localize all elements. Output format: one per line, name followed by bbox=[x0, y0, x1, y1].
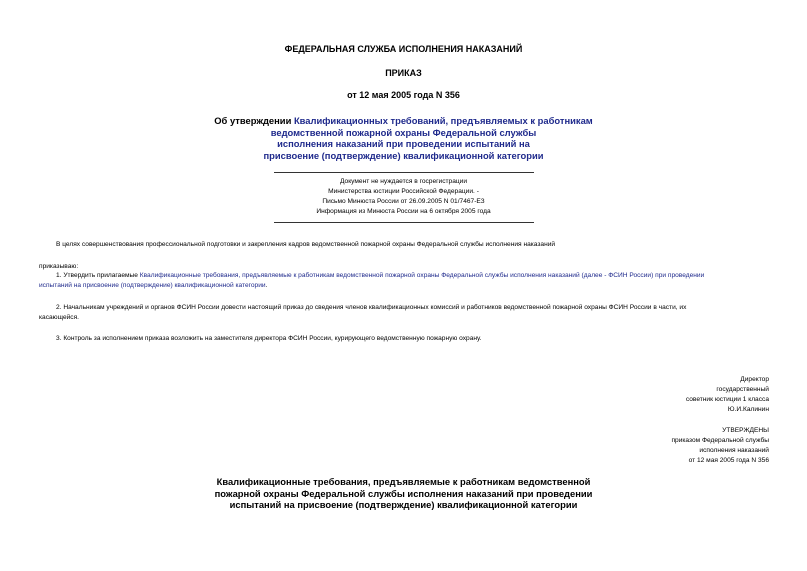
signature-name: Ю.И.Калинин bbox=[727, 406, 769, 413]
approval-line4: от 12 мая 2005 года N 356 bbox=[688, 457, 769, 464]
registration-line2: Министерства юстиции Российской Федерации. - bbox=[328, 188, 479, 195]
subject-link-line2[interactable]: ведомственной пожарной охраны Федеральной службы bbox=[270, 126, 537, 138]
appendix-title-line2: пожарной охраны Федеральной службы исполнения наказаний при проведении bbox=[214, 487, 593, 499]
item1-suffix: . bbox=[265, 281, 268, 289]
appendix-title-line1: Квалификационные требования, предъявляемые к работникам ведомственной bbox=[216, 476, 591, 487]
subject-link-line3[interactable]: исполнения наказаний при проведении испытаний на bbox=[277, 138, 530, 149]
order-word: приказываю: bbox=[39, 263, 79, 270]
document-subject bbox=[0, 115, 807, 127]
divider-bottom bbox=[274, 222, 534, 223]
appendix-title-line3: испытаний на присвоение (подтверждение) квалификационной категории bbox=[229, 499, 578, 511]
approval-line1: УТВЕРЖДЕНЫ bbox=[722, 427, 769, 434]
signature-line3: советник юстиции 1 класса bbox=[685, 396, 769, 403]
item1-link-b[interactable]: испытаний на присвоение (подтверждение) квалификационной категории bbox=[39, 281, 266, 289]
item1-link-a[interactable]: Квалификационные требования, предъявляемые к работникам ведомственной пожарной охраны Федеральной службы исполнения наказаний (далее - ФСИН России) при проведении bbox=[139, 272, 705, 279]
item3-paragraph: 3. Контроль за исполнением приказа возложить на заместителя директора ФСИН России, курирующего ведомственную пожарную охрану. bbox=[56, 335, 482, 342]
item1-line2 bbox=[39, 281, 267, 291]
item1-prefix: 1. Утвердить прилагаемые bbox=[56, 272, 140, 279]
item2-line1: 2. Начальникам учреждений и органов ФСИН России довести настоящий приказ до сведения членов квалификационных комиссий и работников ведомственной пожарной охраны ФСИН России в части, их bbox=[56, 304, 687, 311]
registration-line3: Письмо Минюста России от 26.09.2005 N 01/7467-ЕЗ bbox=[322, 198, 485, 205]
agency-title: ФЕДЕРАЛЬНАЯ СЛУЖБА ИСПОЛНЕНИЯ НАКАЗАНИЙ bbox=[284, 44, 523, 54]
subject-link-line1[interactable]: Квалификационных требований, предъявляемых к работникам bbox=[293, 115, 593, 126]
approval-line2: приказом Федеральной службы bbox=[671, 437, 769, 444]
item1-line1 bbox=[56, 271, 776, 281]
item2-line2: касающейся. bbox=[39, 313, 80, 321]
intro-paragraph: В целях совершенствования профессиональной подготовки и закрепления кадров ведомственной пожарной охраны Федеральной службы исполнения наказаний bbox=[56, 241, 556, 248]
approval-line3: исполнения наказаний bbox=[699, 447, 769, 454]
registration-line4: Информация из Минюста России на 6 октября 2005 года bbox=[316, 208, 491, 215]
registration-line1: Документ не нуждается в госрегистрации bbox=[339, 178, 468, 185]
divider-top bbox=[274, 172, 534, 173]
document-type: ПРИКАЗ bbox=[385, 68, 422, 78]
subject-link-line4[interactable]: присвоение (подтверждение) квалификационной категории bbox=[263, 149, 544, 161]
signature-line1: Директор bbox=[740, 376, 769, 383]
document-date-number: от 12 мая 2005 года N 356 bbox=[347, 90, 460, 100]
signature-line2: государственный bbox=[716, 386, 769, 393]
subject-prefix: Об утверждении bbox=[214, 115, 294, 126]
